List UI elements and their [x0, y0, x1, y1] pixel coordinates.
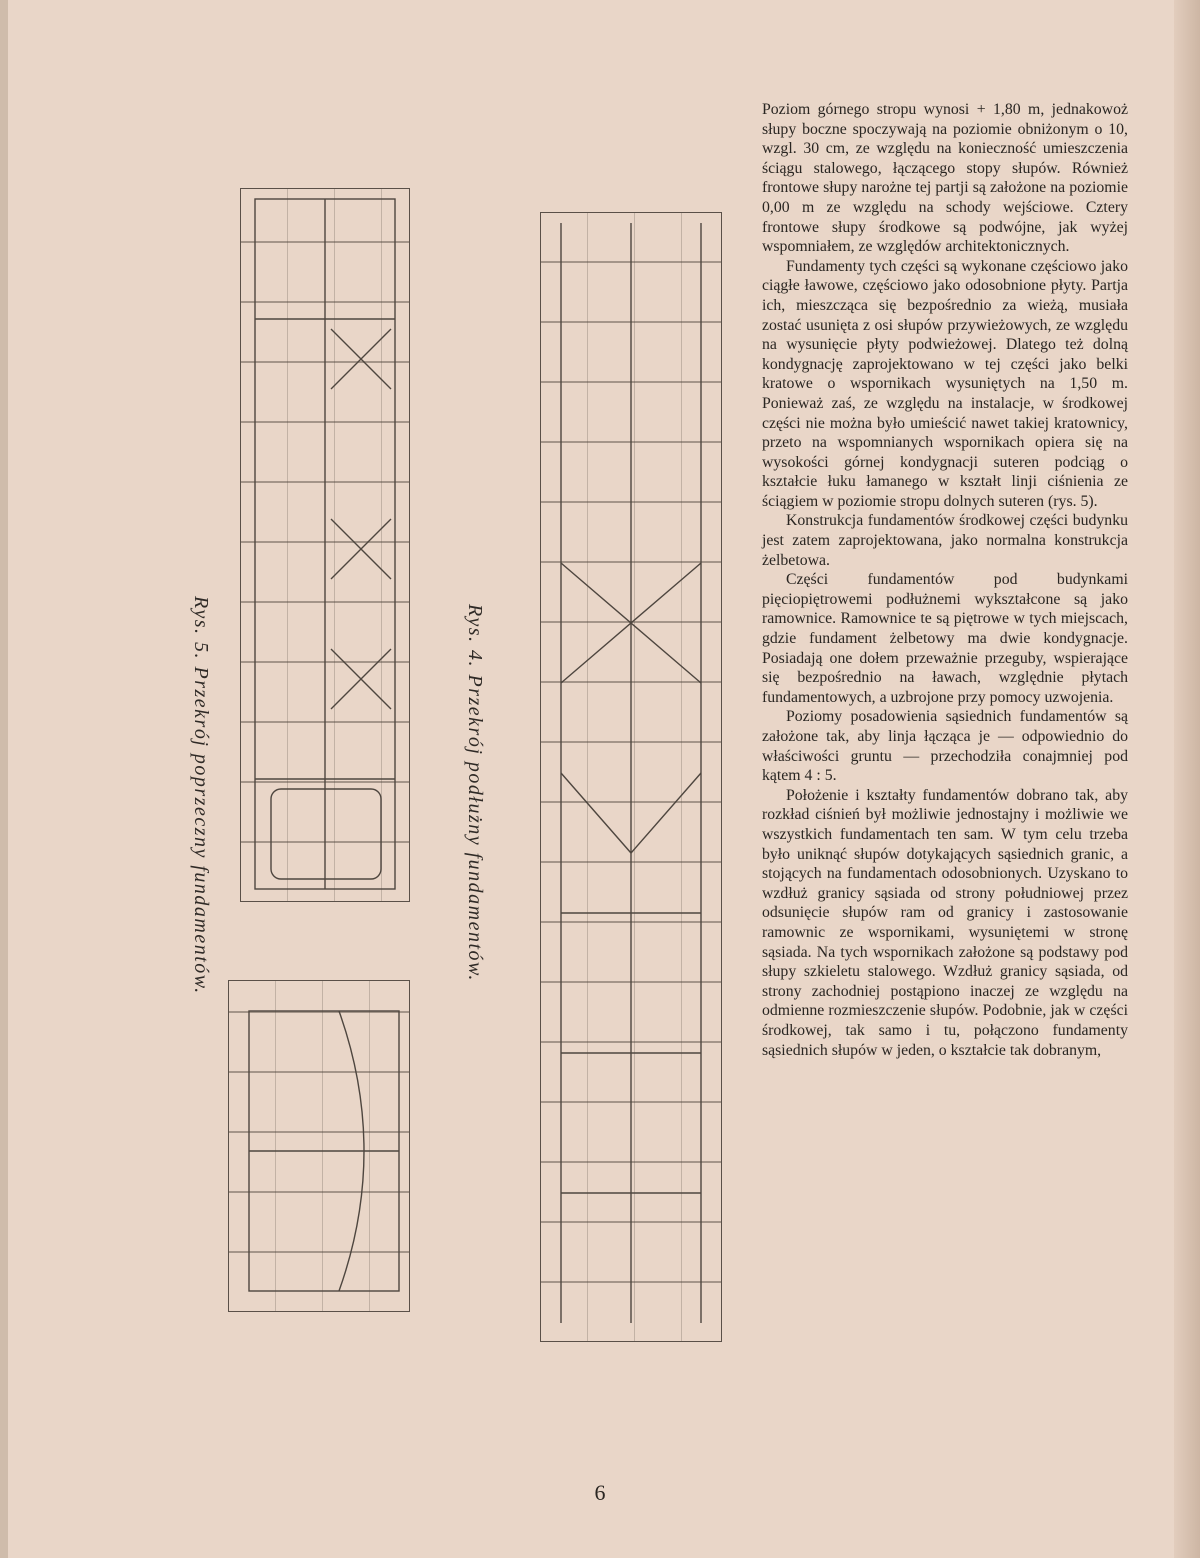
figure-rys5-drawing	[240, 188, 410, 902]
figure-rys4-caption: Rys. 4. Przekrój podłużny fundamentów.	[464, 604, 486, 982]
body-text-column	[762, 100, 1128, 1060]
paragraph: Poziom górnego stropu wynosi + 1,80 m, jednakowoż słupy boczne spoczywają na poziomie obniżonym o 10, wzgl. 30 cm, ze względu na konieczność umieszczenia ściągu stalowego, łączącego stopy słupów. Również frontowe słupy narożne tej partji są założone na poziomie 0,00 m ze względu na schody wejściowe. Cztery frontowe słupy środkowe są podwójne, jak wyżej wspomniałem, ze względów architektonicznych.	[762, 101, 1128, 256]
figure-rys5-lower-drawing	[228, 980, 410, 1312]
rys5-lower-lines	[229, 981, 409, 1311]
paragraph: Fundamenty tych części są wykonane częściowo jako ciągłe ławowe, częściowo jako odosobnione płyty. Partja ich, mieszcząca się bezpośrednio za wieżą, musiała zostać usunięta z osi słupów przywieżowych, ze względu na wysunięcie płyty podwieżowej. Dlatego też dolną kondygnację zaprojektowano w tej części jako belki kratowe o wspornikach wysuniętych na 1,50 m. Ponieważ zaś, ze względu na instalacje, w środkowej części nie można było umieścić nawet takiej kratownicy, przeto na wspomnianych wspornikach opiera się na wysokości górnej kondygnacji suteren podciąg o kształcie łuku łamanego w kształt linji ciśnienia ze ściągiem w poziomie stropu dolnych suteren (rys. 5).	[762, 257, 1128, 510]
rys4-section-lines	[541, 213, 721, 1341]
page-edge	[1174, 0, 1200, 1558]
figure-rys5-caption: Rys. 5. Przekrój poprzeczny fundamentów.	[190, 596, 212, 995]
figure-rys4-drawing	[540, 212, 722, 1342]
scan-border	[0, 0, 8, 1558]
paragraph: Konstrukcja fundamentów środkowej części budynku jest zatem zaprojektowana, jako normalna konstrukcja żelbetowa.	[762, 512, 1128, 569]
paragraph: Poziomy posadowienia sąsiednich fundamentów są założone tak, aby linja łącząca je — odpowiednio do właściwości gruntu — przechodziła conajmniej pod kątem 4 : 5.	[762, 708, 1128, 785]
paragraph: Położenie i kształty fundamentów dobrano tak, aby rozkład ciśnień był możliwie jednostajny i możliwie we wszystkich fundamentach ten sam. W tym celu trzeba było uniknąć słupów dotykających sąsiednich granic, a stojących na fundamentach odosobnionych. Uzyskano to wzdłuż granicy sąsiada od strony południowej przez odsunięcie słupów ram od granicy i zastosowanie ramownic ze wspornikami, wysuniętemi w stronę sąsiada. Na tych wspornikach założone są podstawy pod słupy szkieletu stalowego. Wzdłuż granicy sąsiada, od strony zachodniej postąpiono inaczej ze względu na odmienne rozmieszczenie słupów. Podobnie, jak w części środkowej, tak samo i tu, połączono fundamenty sąsiednich słupów w jeden, o kształcie tak dobranym,	[762, 786, 1128, 1059]
rys5-section-lines	[241, 189, 409, 901]
page-number: 6	[594, 1480, 606, 1505]
paragraph: Części fundamentów pod budynkami pięciopiętrowemi podłużnemi wykształcone są jako ramownice. Ramownice te są piętrowe w tych miejscach, gdzie fundament żelbetowy ma dwie kondygnacje. Posiadają one dołem przeważnie przeguby, wspierające się bezpośrednio na ławach, względnie płytach fundamentowych, a uzbrojone przy pomocy uzwojenia.	[762, 571, 1128, 706]
